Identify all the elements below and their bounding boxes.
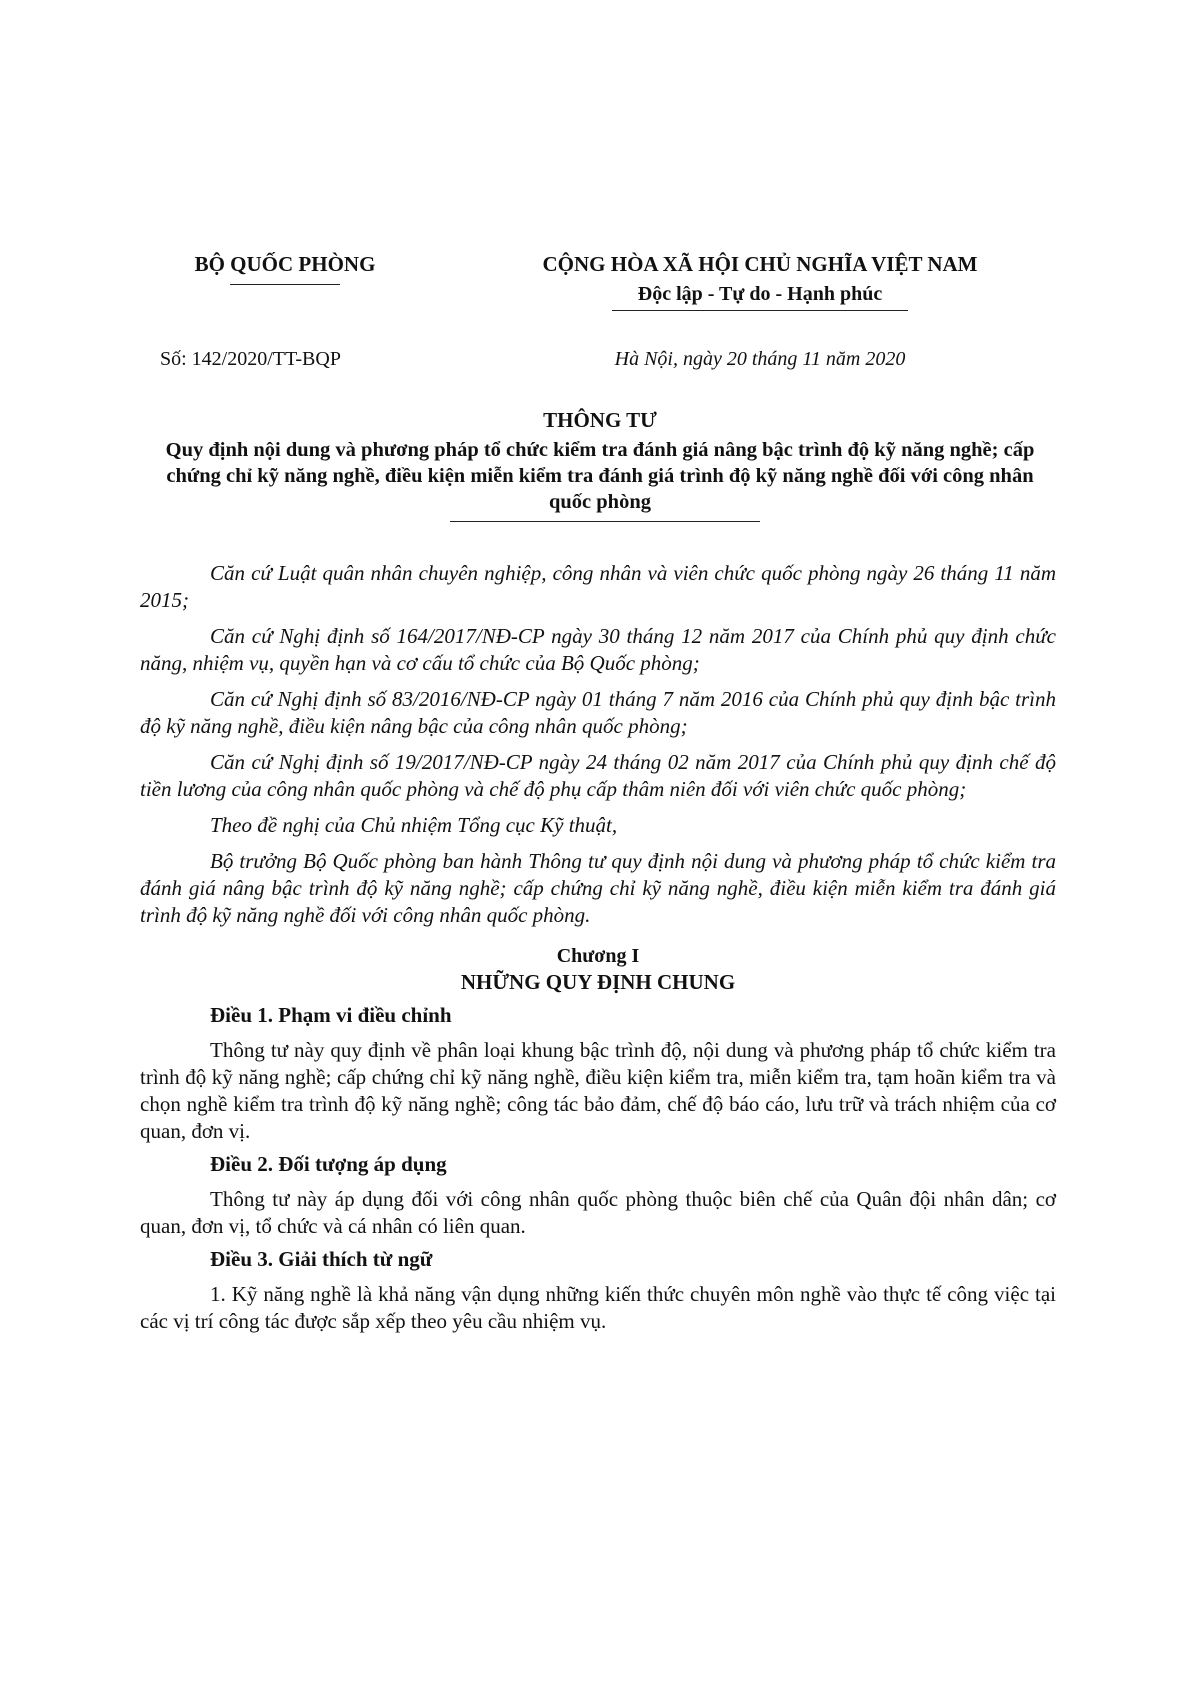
ministry-name: BỘ QUỐC PHÒNG	[194, 252, 376, 276]
article-text: Thông tư này áp dụng đối với công nhân quốc phòng thuộc biên chế của Quân đội nhân dân; cơ quan, đơn vị, tổ chức và cá nhân có liên quan.	[140, 1187, 1056, 1238]
ministry-block	[140, 252, 430, 285]
ministry-underline	[230, 284, 340, 285]
national-heading	[470, 252, 1050, 311]
document-title: Quy định nội dung và phương pháp tổ chức kiểm tra đánh giá nâng bậc trình độ kỹ năng nghề; cấp chứng chỉ kỹ năng nghề, điều kiện miễn kiểm tra đánh giá trình độ kỹ năng nghề đối với công nhân quốc phòng	[165, 439, 1035, 513]
article-text: 1. Kỹ năng nghề là khả năng vận dụng những kiến thức chuyên môn nghề vào thực tế công việc tại các vị trí công tác được sắp xếp theo yêu cầu nhiệm vụ.	[140, 1282, 1056, 1333]
article-heading: Điều 3. Giải thích từ ngữ	[210, 1247, 433, 1271]
document-type: THÔNG TƯ	[543, 408, 657, 432]
preamble-paragraph: Căn cứ Nghị định số 83/2016/NĐ-CP ngày 01 tháng 7 năm 2016 của Chính phủ quy định bậc trình độ kỹ năng nghề, điều kiện nâng bậc của công nhân quốc phòng;	[140, 687, 1056, 738]
preamble-paragraph: Căn cứ Nghị định số 19/2017/NĐ-CP ngày 24 tháng 02 năm 2017 của Chính phủ quy định chế độ tiền lương của công nhân quốc phòng và chế độ phụ cấp thâm niên đối với viên chức quốc phòng;	[140, 750, 1056, 801]
chapter-label: Chương I	[556, 945, 640, 967]
preamble-paragraph: Căn cứ Nghị định số 164/2017/NĐ-CP ngày 30 tháng 12 năm 2017 của Chính phủ quy định chức năng, nhiệm vụ, quyền hạn và cơ cấu tổ chức của Bộ Quốc phòng;	[140, 624, 1056, 675]
preamble-paragraph: Căn cứ Luật quân nhân chuyên nghiệp, công nhân và viên chức quốc phòng ngày 26 tháng 11 năm 2015;	[140, 561, 1056, 612]
chapter-title: NHỮNG QUY ĐỊNH CHUNG	[460, 970, 736, 994]
preamble-paragraph: Theo đề nghị của Chủ nhiệm Tổng cục Kỹ thuật,	[210, 813, 618, 837]
national-motto: Độc lập - Tự do - Hạnh phúc	[637, 283, 883, 305]
preamble-paragraph: Bộ trưởng Bộ Quốc phòng ban hành Thông tư quy định nội dung và phương pháp tổ chức kiểm tra đánh giá nâng bậc trình độ kỹ năng nghề; cấp chứng chỉ kỹ năng nghề, điều kiện miễn kiểm tra đánh giá trình độ kỹ năng nghề đối với công nhân quốc phòng.	[140, 849, 1056, 927]
place-date: Hà Nội, ngày 20 tháng 11 năm 2020	[614, 348, 906, 370]
document-number: Số: 142/2020/TT-BQP	[160, 348, 341, 370]
article-heading: Điều 2. Đối tượng áp dụng	[210, 1152, 447, 1176]
title-underline	[450, 521, 760, 522]
article-text: Thông tư này quy định về phân loại khung bậc trình độ, nội dung và phương pháp tổ chức kiểm tra trình độ kỹ năng nghề; cấp chứng chỉ kỹ năng nghề, điều kiện kiểm tra, miễn kiểm tra, tạm hoãn kiểm tra và chọn nghề kiểm tra trình độ kỹ năng nghề; công tác bảo đảm, chế độ báo cáo, lưu trữ và trách nhiệm của cơ quan, đơn vị.	[140, 1038, 1056, 1143]
motto-underline	[612, 310, 908, 311]
country-name: CỘNG HÒA XÃ HỘI CHỦ NGHĨA VIỆT NAM	[542, 252, 978, 276]
article-heading: Điều 1. Phạm vi điều chỉnh	[210, 1003, 452, 1027]
preamble	[140, 560, 1056, 929]
document-body	[140, 560, 1056, 1341]
